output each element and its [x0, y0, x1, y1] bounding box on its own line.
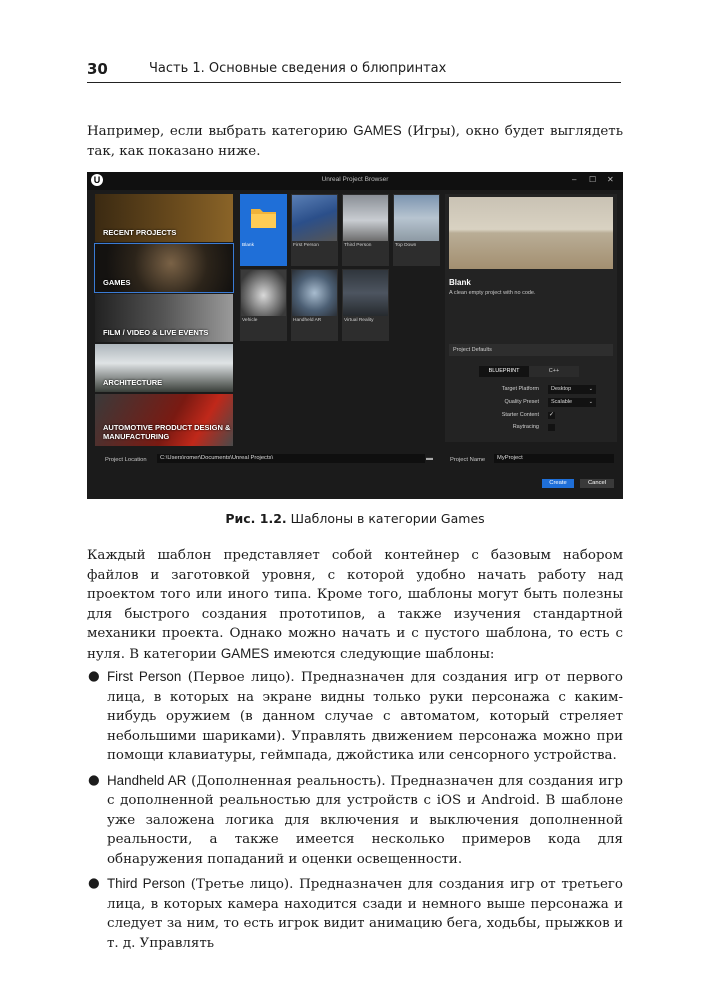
list-item	[87, 771, 623, 870]
bullet-icon: ●	[88, 772, 100, 788]
target-platform-dropdown[interactable]	[548, 385, 596, 394]
browse-folder-icon[interactable]: ▬	[426, 455, 433, 462]
page-number: 30	[87, 60, 108, 78]
running-header	[87, 58, 621, 83]
category-label: ARCHITECTURE	[103, 378, 163, 387]
template-blank[interactable]	[240, 194, 287, 266]
raytracing-label: Raytracing	[512, 424, 539, 430]
category-architecture[interactable]	[95, 344, 233, 392]
category-label: GAMES	[103, 278, 131, 287]
project-name-input[interactable]: MyProject	[494, 454, 614, 463]
bullet-text: (Первое лицо). Предназначен для создания игр от первого лица, в которых на экране видны только руки персонажа с каким-нибудь оружием (в данном случае с автоматом, который стреляет небольшими шариками). Управлять движением персонажа можно при помощи клавиатуры, геймпада, джойстика или сенсорного устройства.	[107, 670, 623, 763]
bullet-term: Handheld AR	[107, 772, 187, 788]
template-virtual-reality[interactable]	[342, 269, 389, 341]
category-label: AUTOMOTIVE PRODUCT DESIGN & MANUFACTURING	[103, 423, 231, 441]
project-location-input[interactable]: C:\Users\romer\Documents\Unreal Projects\	[157, 454, 425, 463]
category-label: RECENT PROJECTS	[103, 228, 177, 237]
category-film-video[interactable]	[95, 294, 233, 342]
template-vehicle[interactable]	[240, 269, 287, 341]
bullet-term: Third Person	[107, 876, 186, 891]
template-label: Handheld AR	[293, 318, 322, 323]
list-item	[87, 874, 623, 953]
minimize-icon[interactable]: –	[572, 175, 577, 184]
intro-term: GAMES	[353, 123, 402, 138]
running-title: Часть 1. Основные сведения о блюпринтах	[149, 61, 447, 76]
bottom-bar	[87, 450, 623, 499]
category-automotive[interactable]	[95, 394, 233, 446]
project-location-label: Project Location	[105, 457, 147, 463]
target-platform-label: Target Platform	[501, 386, 539, 392]
template-top-down[interactable]	[393, 194, 440, 266]
details-title: Blank	[449, 278, 471, 287]
folder-icon	[241, 195, 286, 241]
chevron-down-icon: ⌄	[588, 399, 593, 405]
project-defaults-header: Project Defaults	[449, 344, 613, 356]
intro-after: (Игры), окно будет выглядеть так, как показано ниже.	[87, 124, 623, 159]
cancel-button[interactable]: Cancel	[580, 479, 614, 488]
quality-preset-dropdown[interactable]	[548, 398, 596, 407]
template-thumbnail	[241, 270, 286, 316]
template-label: First Person	[293, 243, 319, 248]
category-list	[95, 194, 233, 448]
template-preview-image	[449, 197, 613, 269]
body-term: GAMES	[220, 645, 270, 661]
category-label: FILM / VIDEO & LIVE EVENTS	[103, 328, 209, 337]
figure-caption-text: Шаблоны в категории Games	[286, 511, 485, 526]
bullet-text: (Третье лицо). Предназначен для создания игр от третьего лица, в которых камера находится сзади и немного выше персонажа и следует за ним, то есть игрок видит анимацию бега, ходьбы, прыжков и т. д. Управлять	[107, 877, 623, 951]
template-label: Vehicle	[242, 318, 258, 323]
template-thumbnail	[394, 195, 439, 241]
close-icon[interactable]: ✕	[607, 175, 614, 184]
target-platform-value: Desktop	[551, 386, 572, 392]
template-label: Third Person	[344, 243, 372, 248]
raytracing-checkbox[interactable]	[548, 424, 555, 431]
template-third-person[interactable]	[342, 194, 389, 266]
template-thumbnail	[343, 195, 388, 241]
template-handheld-ar[interactable]	[291, 269, 338, 341]
project-browser-screenshot	[87, 172, 623, 499]
category-games[interactable]	[95, 244, 233, 292]
cpp-toggle[interactable]: C++	[529, 366, 579, 377]
template-label: Blank	[242, 243, 254, 248]
title-bar	[87, 172, 623, 190]
quality-preset-label: Quality Preset	[504, 399, 539, 405]
chevron-down-icon: ⌄	[588, 386, 593, 392]
bullet-text: (Дополненная реальность). Предназначен для создания игр с дополненной реальностью для устройств с iOS и Android. В шаблоне уже заложена логика для включения и выключения дополненной реальности, а также имеется несколько примеров кода для обнаружения попаданий и оценки освещенности.	[107, 773, 623, 867]
template-thumbnail	[292, 195, 337, 241]
template-thumbnail	[292, 270, 337, 316]
bullet-icon: ●	[88, 876, 100, 891]
maximize-icon[interactable]: ☐	[589, 175, 597, 184]
body-part2: имеются следующие шаблоны:	[269, 646, 495, 662]
window-title: Unreal Project Browser	[321, 176, 389, 183]
figure-caption	[87, 511, 623, 526]
category-recent-projects[interactable]	[95, 194, 233, 242]
starter-content-label: Starter Content	[501, 412, 539, 418]
intro-paragraph	[87, 121, 623, 161]
template-bullet-list	[87, 667, 623, 958]
intro-before: Например, если выбрать категорию	[87, 124, 354, 139]
project-name-label: Project Name	[450, 457, 486, 463]
figure-caption-label: Рис. 1.2.	[225, 511, 287, 526]
blueprint-toggle[interactable]: BLUEPRINT	[479, 366, 529, 377]
list-item	[87, 667, 623, 766]
template-label: Top Down	[395, 243, 417, 248]
template-thumbnail	[343, 270, 388, 316]
unreal-logo-icon: U	[91, 174, 103, 186]
details-description: A clean empty project with no code.	[449, 290, 536, 296]
body-paragraph	[87, 546, 623, 664]
details-panel	[445, 194, 617, 442]
bullet-icon: ●	[88, 669, 100, 684]
body-part1: Каждый шаблон представляет собой контейнер с базовым набором файлов и заготовкой уровня, с которой удобно начать работу над проектом того или иного типа. Кроме того, шаблоны могут быть полезны для быстрого создания прототипов, а также изучения стандартной механики проекта. Однако можно начать и с пустого шаблона, то есть с нуля. В категории	[87, 548, 623, 662]
bullet-term: First Person	[107, 669, 182, 684]
starter-content-checkbox[interactable]: ✓	[548, 412, 555, 418]
quality-preset-value: Scalable	[551, 399, 573, 405]
template-label: Virtual Reality	[344, 318, 374, 323]
create-button[interactable]: Create	[542, 479, 574, 488]
template-first-person[interactable]	[291, 194, 338, 266]
